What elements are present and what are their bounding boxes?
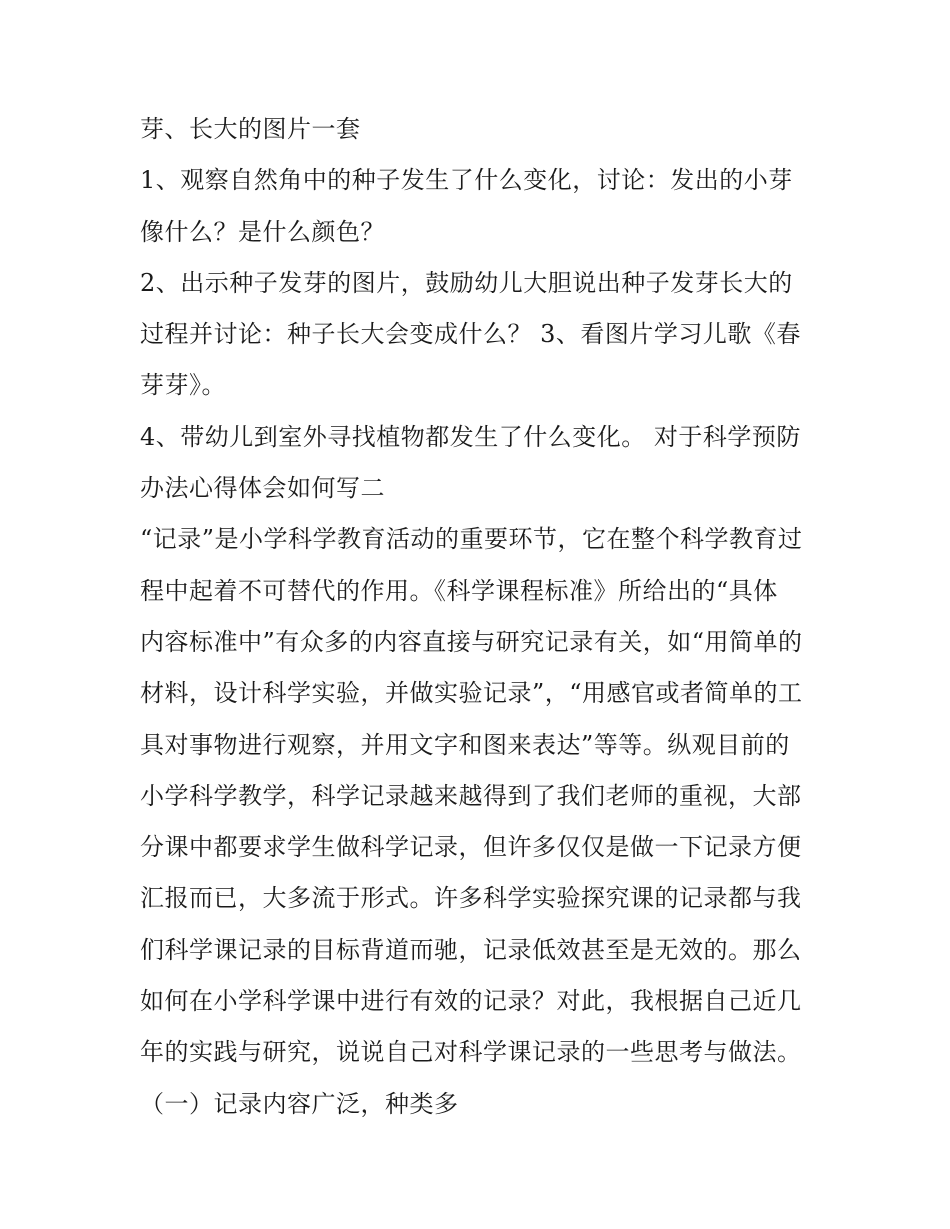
text-line: 具对事物进行观察，并用文字和图来表达”等等。纵观目前的	[140, 730, 790, 759]
text-line: 分课中都要求学生做科学记录，但许多仅仅是做一下记录方便	[140, 833, 802, 862]
text-line: 内容标准中”有众多的内容直接与研究记录有关，如“用简单的	[140, 627, 803, 656]
text-line: 年的实践与研究，说说自己对科学课记录的一些思考与做法。	[140, 1038, 802, 1067]
text-line: 4、带幼儿到室外寻找植物都发生了什么变化。 对于科学预防	[140, 422, 801, 451]
text-line: （一）记录内容广泛，种类多	[140, 1089, 459, 1118]
text-line: 汇报而已，大多流于形式。许多科学实验探究课的记录都与我	[140, 884, 802, 913]
text-line: 如何在小学科学课中进行有效的记录？对此，我根据自己近几	[140, 987, 802, 1016]
text-line: 1、观察自然角中的种子发生了什么变化，讨论：发出的小芽	[140, 166, 793, 195]
text-line: 芽、长大的图片一套	[140, 115, 361, 143]
text-line: 程中起着不可替代的作用。《科学课程标准》所给出的“具体	[140, 576, 778, 605]
text-line: 材料，设计科学实验，并做实验记录”，“用感官或者简单的工	[140, 679, 803, 708]
text-line: 芽芽》。	[140, 371, 226, 400]
text-line: “记录”是小学科学教育活动的重要环节，它在整个科学教育过	[140, 525, 803, 554]
text-line: 办法心得体会如何写二	[140, 474, 385, 503]
text-line: 小学科学教学，科学记录越来越得到了我们老师的重视，大部	[140, 781, 802, 810]
text-line: 们科学课记录的目标背道而驰，记录低效甚至是无效的。那么	[140, 935, 802, 964]
text-line: 2、出示种子发芽的图片，鼓励幼儿大胆说出种子发芽长大的	[140, 268, 793, 297]
text-line: 过程并讨论：种子长大会变成什么？ 3、看图片学习儿歌《春	[140, 320, 801, 349]
text-line: 像什么？是什么颜色？	[140, 217, 385, 246]
document-body	[140, 104, 820, 1130]
